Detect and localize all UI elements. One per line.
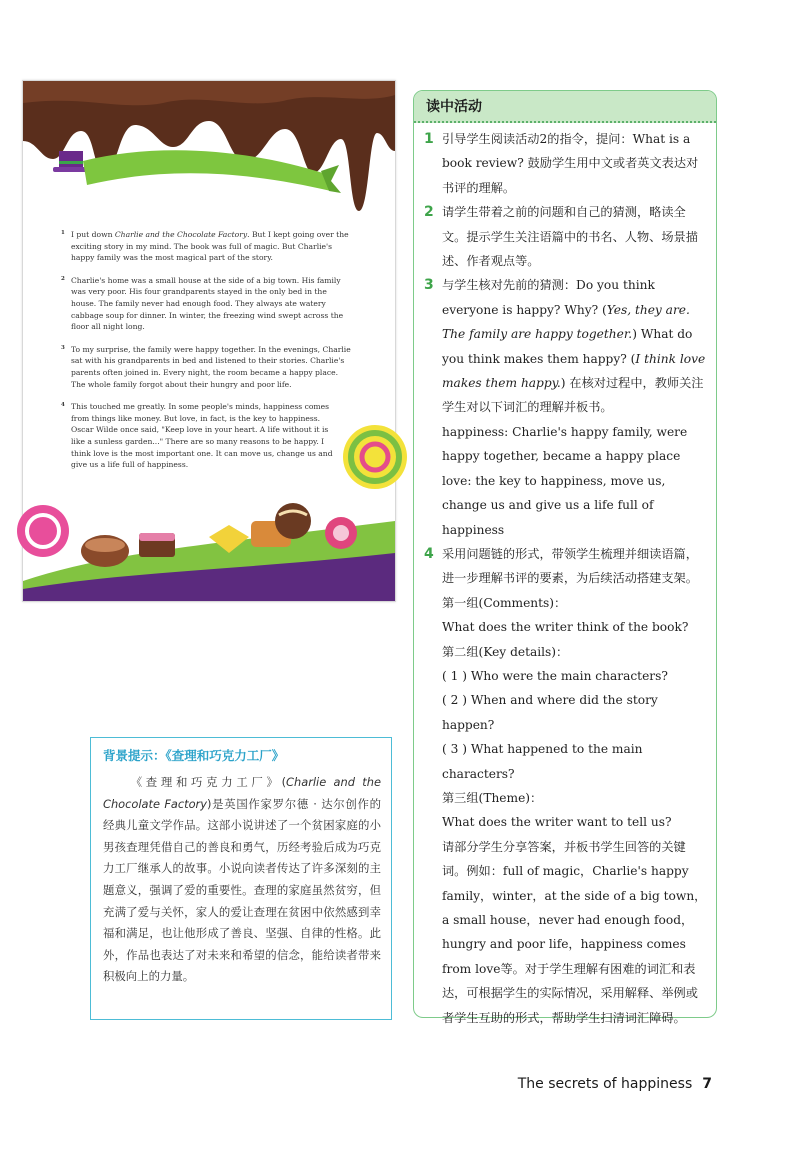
panel-title: 读中活动 <box>426 99 482 115</box>
paragraph-number: 4 <box>61 402 65 409</box>
activity-step-4: 4 采用问题链的形式，带领学生梳理并细读语篇，进一步理解书评的要素，为后续活动搭建支架。 <box>424 542 710 591</box>
step-number: 3 <box>424 277 434 294</box>
activity-step-1: 1 引导学生阅读活动2的指令，提问：What is a book review? 鼓励学生用中文或者英文表达对书评的理解。 <box>424 127 710 200</box>
page-number: 7 <box>702 1076 712 1092</box>
ribbon-banner <box>83 150 331 191</box>
group-2-question-2: ( 2 ) When and where did the story happen? <box>442 693 658 732</box>
page-footer-title: The secrets of happiness <box>517 1076 693 1092</box>
reading-activities-panel <box>413 90 717 1025</box>
panel-header <box>414 91 716 123</box>
activity-step-3: 3 与学生核对先前的猜测：Do you think everyone is happy? Why? (Yes, they are. The family are happy together.) What do you think makes them happy? (I think love makes them happy.) 在核对过程中，教师关注学生对以下词汇的理解并板书。 <box>424 273 710 419</box>
top-hat-icon <box>59 151 83 169</box>
group-3-question: What does the writer want to tell us? <box>442 815 672 830</box>
page-footer <box>518 1076 712 1092</box>
paragraph-number: 2 <box>61 275 65 282</box>
vocab-happiness: happiness: Charlie's happy family, were happy together, became a happy place <box>442 424 688 464</box>
group-2-question-1: ( 1 ) Who were the main characters? <box>442 668 668 683</box>
background-tip-title: 背景提示：《查理和巧克力工厂》 <box>103 748 285 763</box>
book-footer-page-number: 5 <box>366 653 371 661</box>
passage-paragraph-3: 3 To my surprise, the family were happy together. In the evenings, Charlie sat with his grandparents in bed and listened to their stories. Charlie's parents often joined in. Every night, the room became a happy place. The whole family forgot about their hungry and poor life. <box>61 344 351 389</box>
step-number: 2 <box>424 204 434 221</box>
closing-instructions: 请部分学生分享答案，并板书学生回答的关键词。例如：full of magic，Charlie's happy family，winter，at the side of a big town，a small house，never had enough food，hungry and poor life，happiness comes from love等。对于学生理解有困难的词汇和表达，可根据学生的实际情况，采用解释、举例或者学生互助的形式，帮助学生扫清词汇障碍。 <box>442 839 707 1025</box>
background-tip-text: 《查理和巧克力工厂》(Charlie and the Chocolate Factory)是英国作家罗尔德 · 达尔创作的经典儿童文学作品。这部小说讲述了一个贫困家庭的小男孩查理凭借自己的善良和勇气，历经考验后成为巧克力工厂继承人的故事。小说向读者传达了许多深刻的主题意义，强调了爱的重要性。查理的家庭虽然贫穷，但充满了爱与关怀，家人的爱让查理在贫困中依然感到幸福和满足，也让他形成了善良、坚强、自律的性格。此外，作品也表达了对未来和希望的信念，能给读者带来积极向上的力量。 <box>103 775 381 984</box>
passage-paragraph-4: 4 This touched me greatly. In some people's minds, happiness comes from things like money. But love, in fact, is the key to happiness. Oscar Wilde once said, "Keep love in your heart. A life without it is like a sunless garden..." There are so many reasons to be happy. I think love is the most important one. It can move us, change us and give us a life full of happiness. <box>61 402 333 470</box>
group-1-question: What does the writer think of the book? <box>442 620 689 635</box>
panel-body <box>424 127 710 1030</box>
book-page-illustration <box>22 80 396 661</box>
paragraph-number: 1 <box>61 230 65 236</box>
english-book-title: Charlie and the Chocolate Factory <box>103 775 381 811</box>
story-passage <box>61 229 351 482</box>
book-page-footer <box>272 653 371 661</box>
paragraph-number: 3 <box>61 344 65 351</box>
passage-paragraph-1: 1 I put down Charlie and the Chocolate Factory. But I kept going over the exciting story in my mind. The book was full of magic. But Charlie's happy family was the most magical part of the story. <box>61 230 349 263</box>
step-number: 1 <box>424 131 434 147</box>
book-title-italic: Charlie and the Chocolate Factory <box>114 230 248 239</box>
background-tip-box <box>90 737 392 1020</box>
book-footer-title: The secrets of happiness <box>272 653 359 661</box>
group-2-question-3: ( 3 ) What happened to the main characters? <box>442 742 643 781</box>
passage-paragraph-2: 2 Charlie's home was a small house at the side of a big town. His family was very poor. His four grandparents stayed in the only bed in the house. The family never had enough food. They always ate watery cabbage soup for dinner. In winter, the freezing wind swept across the floor all night long. <box>61 275 344 332</box>
step-number: 4 <box>424 545 434 562</box>
pink-lollipop-icon <box>17 505 69 557</box>
group-3-label: 第三组(Theme)： <box>442 790 543 805</box>
group-1-label: 第一组(Comments)： <box>442 595 567 610</box>
activity-step-2: 2 请学生带着之前的问题和自己的猜测，略读全文。提示学生关注语篇中的书名、人物、场景描述、作者观点等。 <box>424 200 710 273</box>
group-2-label: 第二组(Key details)： <box>442 644 569 659</box>
vocab-love: love: the key to happiness, move us, change us and give us a life full of happiness <box>442 473 666 537</box>
